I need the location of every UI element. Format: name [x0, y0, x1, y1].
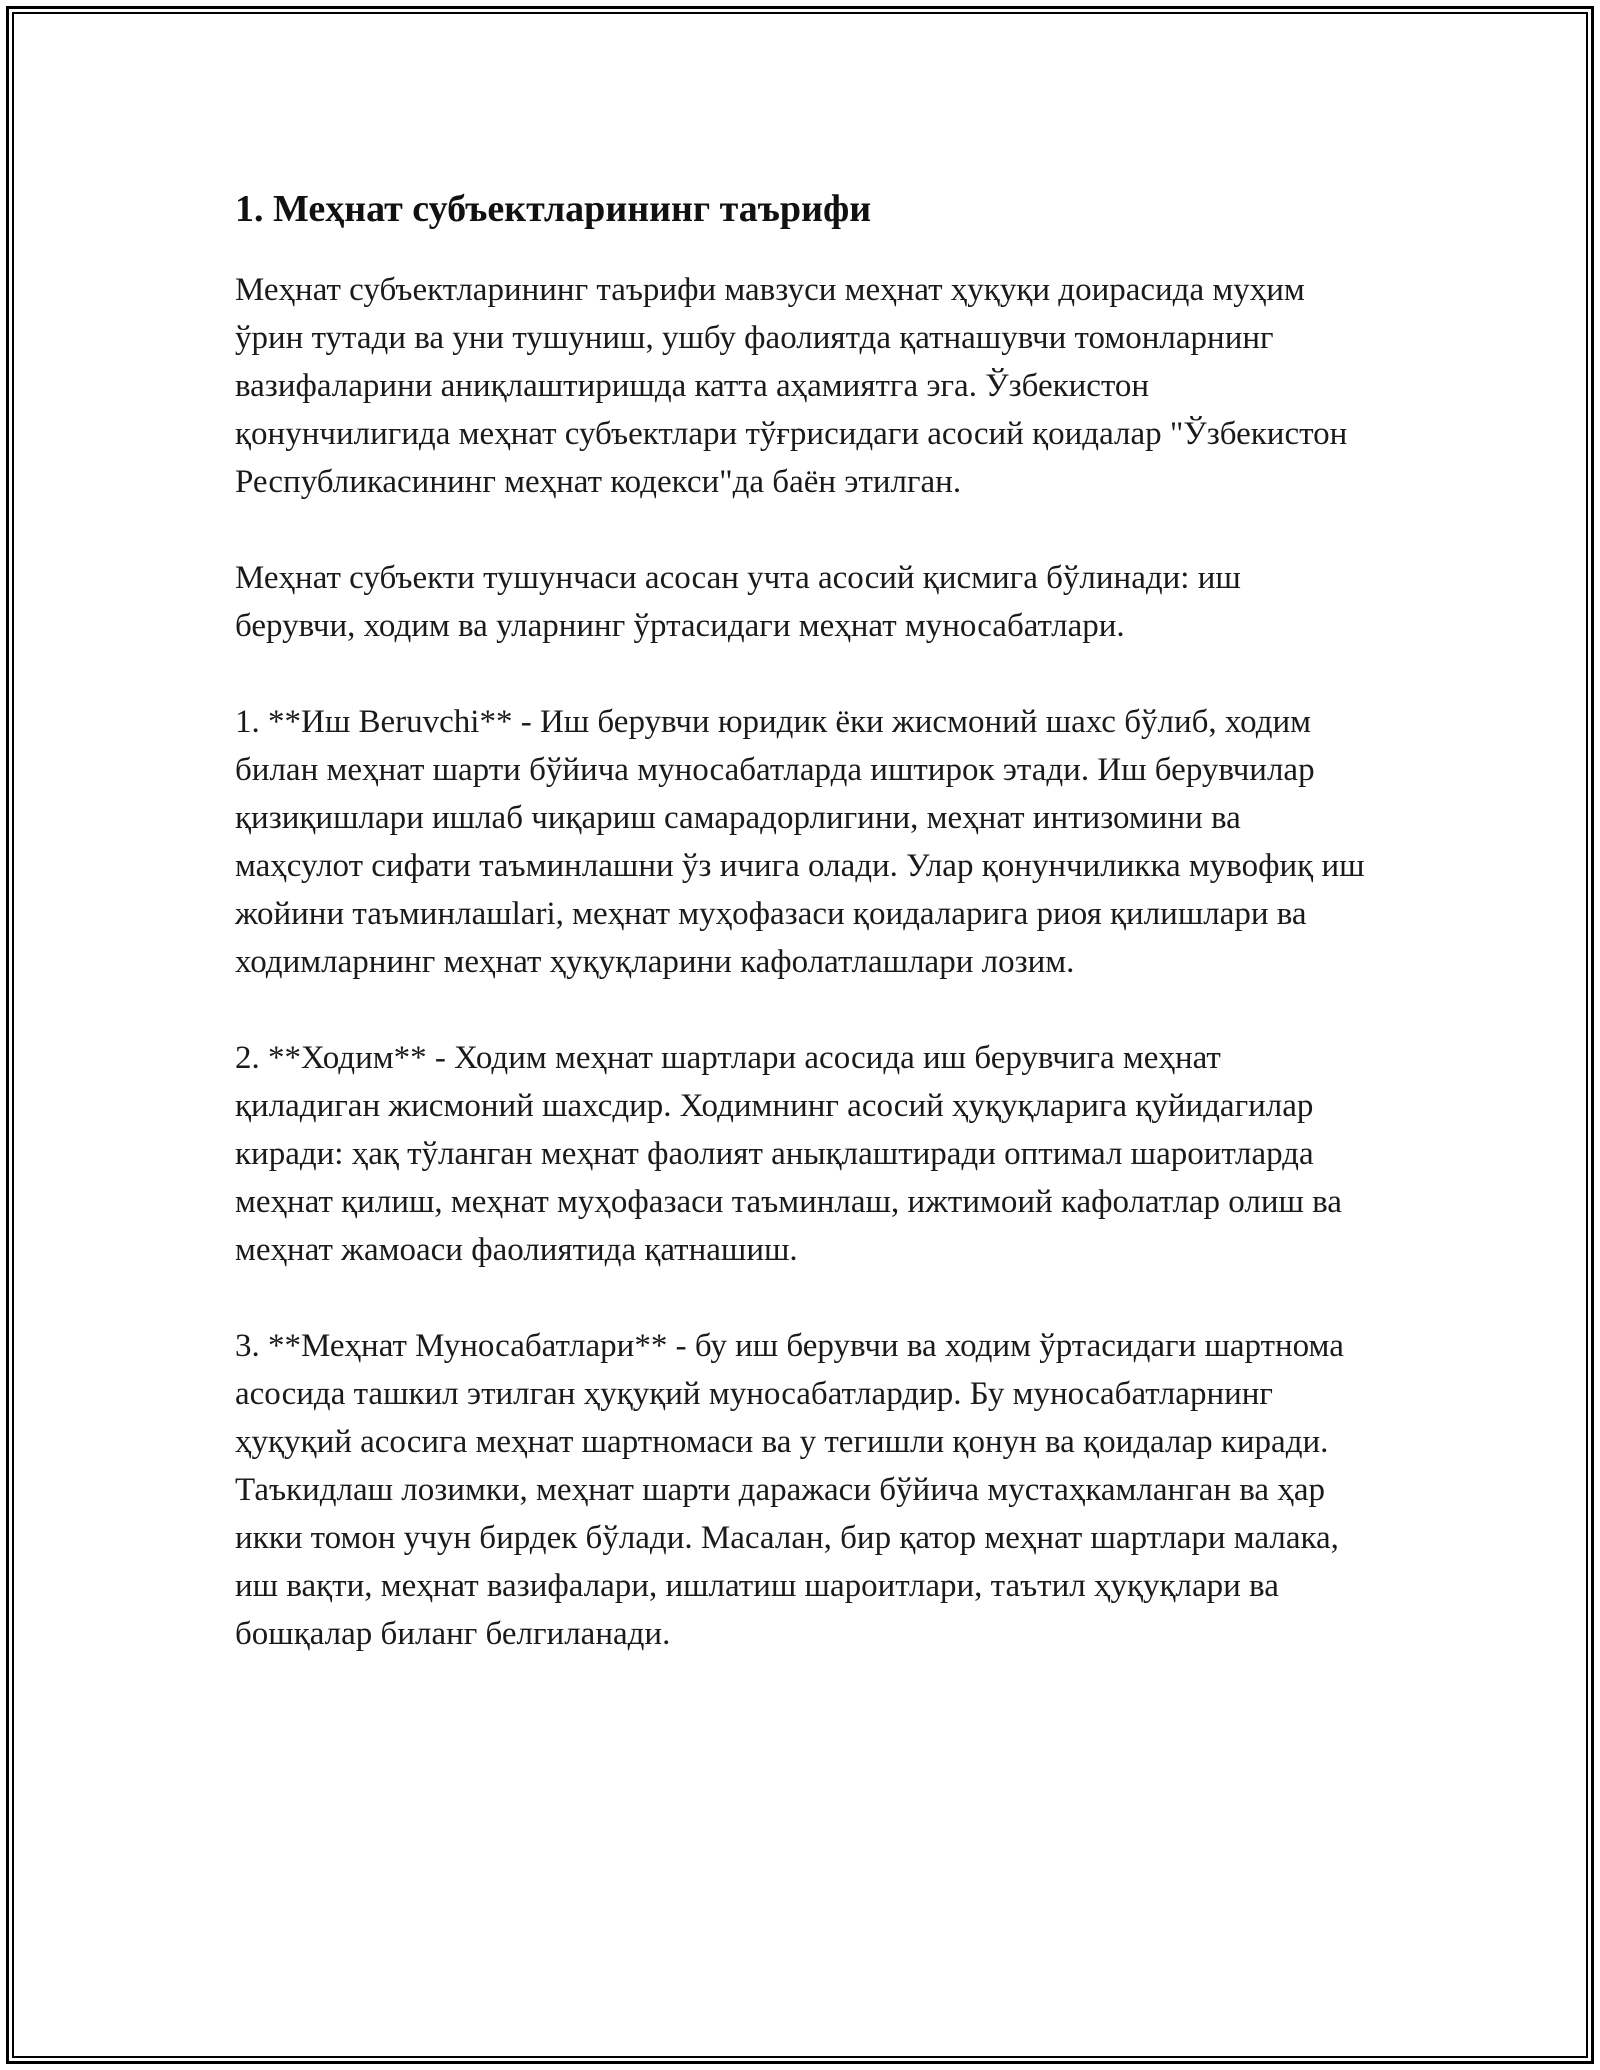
paragraph-overview: Меҳнат субъекти тушунчаси асосан учта асосий қисмига бўлинади: иш берувчи, ходим ва уларнинг ўртасидаги меҳнат муносабатлари. [235, 560, 1241, 645]
paragraph-labor-relations: 3. **Меҳнат Муносабатлари** - бу иш берувчи ва ходим ўртасидаги шартнома асосида ташкил этилган ҳуқуқий муносабатлардир. Бу муносабатларнинг ҳуқуқий асосига меҳнат шартномаси ва у тегишли қонун ва қоидалар киради. Таъкидлаш лозимки, меҳнат шарти даражаси бўйича мустаҳкамланган ва ҳар икки томон учун бирдек бўлади. Масалан, бир қатор меҳнат шартлари малака, иш вақти, меҳнат вазифалари, ишлатиш шароитлари, таътил ҳуқуқлари ва бошқалар биланг белгиланади. [235, 1328, 1344, 1653]
document-body [235, 185, 1365, 1706]
paragraph-employee: 2. **Ходим** - Ходим меҳнат шартлари асосида иш берувчига меҳнат қиладиган жисмоний шахсдир. Ходимнинг асосий ҳуқуқларига қуйидагилар киради: ҳақ тўланган меҳнат фаолият анықлаштиради оптимал шароитларда меҳнат қилиш, меҳнат муҳофазаси таъминлаш, ижтимоий кафолатлар олиш ва меҳнат жамоаси фаолиятида қатнашиш. [235, 1040, 1342, 1269]
paragraph-intro: Меҳнат субъектларининг таърифи мавзуси меҳнат ҳуқуқи доирасида муҳим ўрин тутади ва уни тушуниш, ушбу фаолиятда қатнашувчи томонларнинг вазифаларини аниқлаштиришда катта аҳамиятга эга. Ўзбекистон қонунчилигида меҳнат субъектлари тўғрисидаги асосий қоидалар "Ўзбекистон Республикасининг меҳнат кодекси"да баён этилган. [235, 272, 1348, 501]
paragraph-employer: 1. **Иш Beruvchi** - Иш берувчи юридик ёки жисмоний шахс бўлиб, ходим билан меҳнат шарти бўйича муносабатларда иштирок этади. Иш берувчилар қизиқишлари ишлаб чиқариш самарадорлигини, меҳнат интизомини ва маҳсулот сифати таъминлашни ўз ичига олади. Улар қонунчиликка мувофиқ иш жойини таъминлашlari, меҳнат муҳофазаси қоидаларига риоя қилишлари ва ходимларнинг меҳнат ҳуқуқларини кафолатлашлари лозим. [235, 704, 1365, 981]
document-title: 1. Меҳнат субъектларининг таърифи [235, 188, 872, 230]
